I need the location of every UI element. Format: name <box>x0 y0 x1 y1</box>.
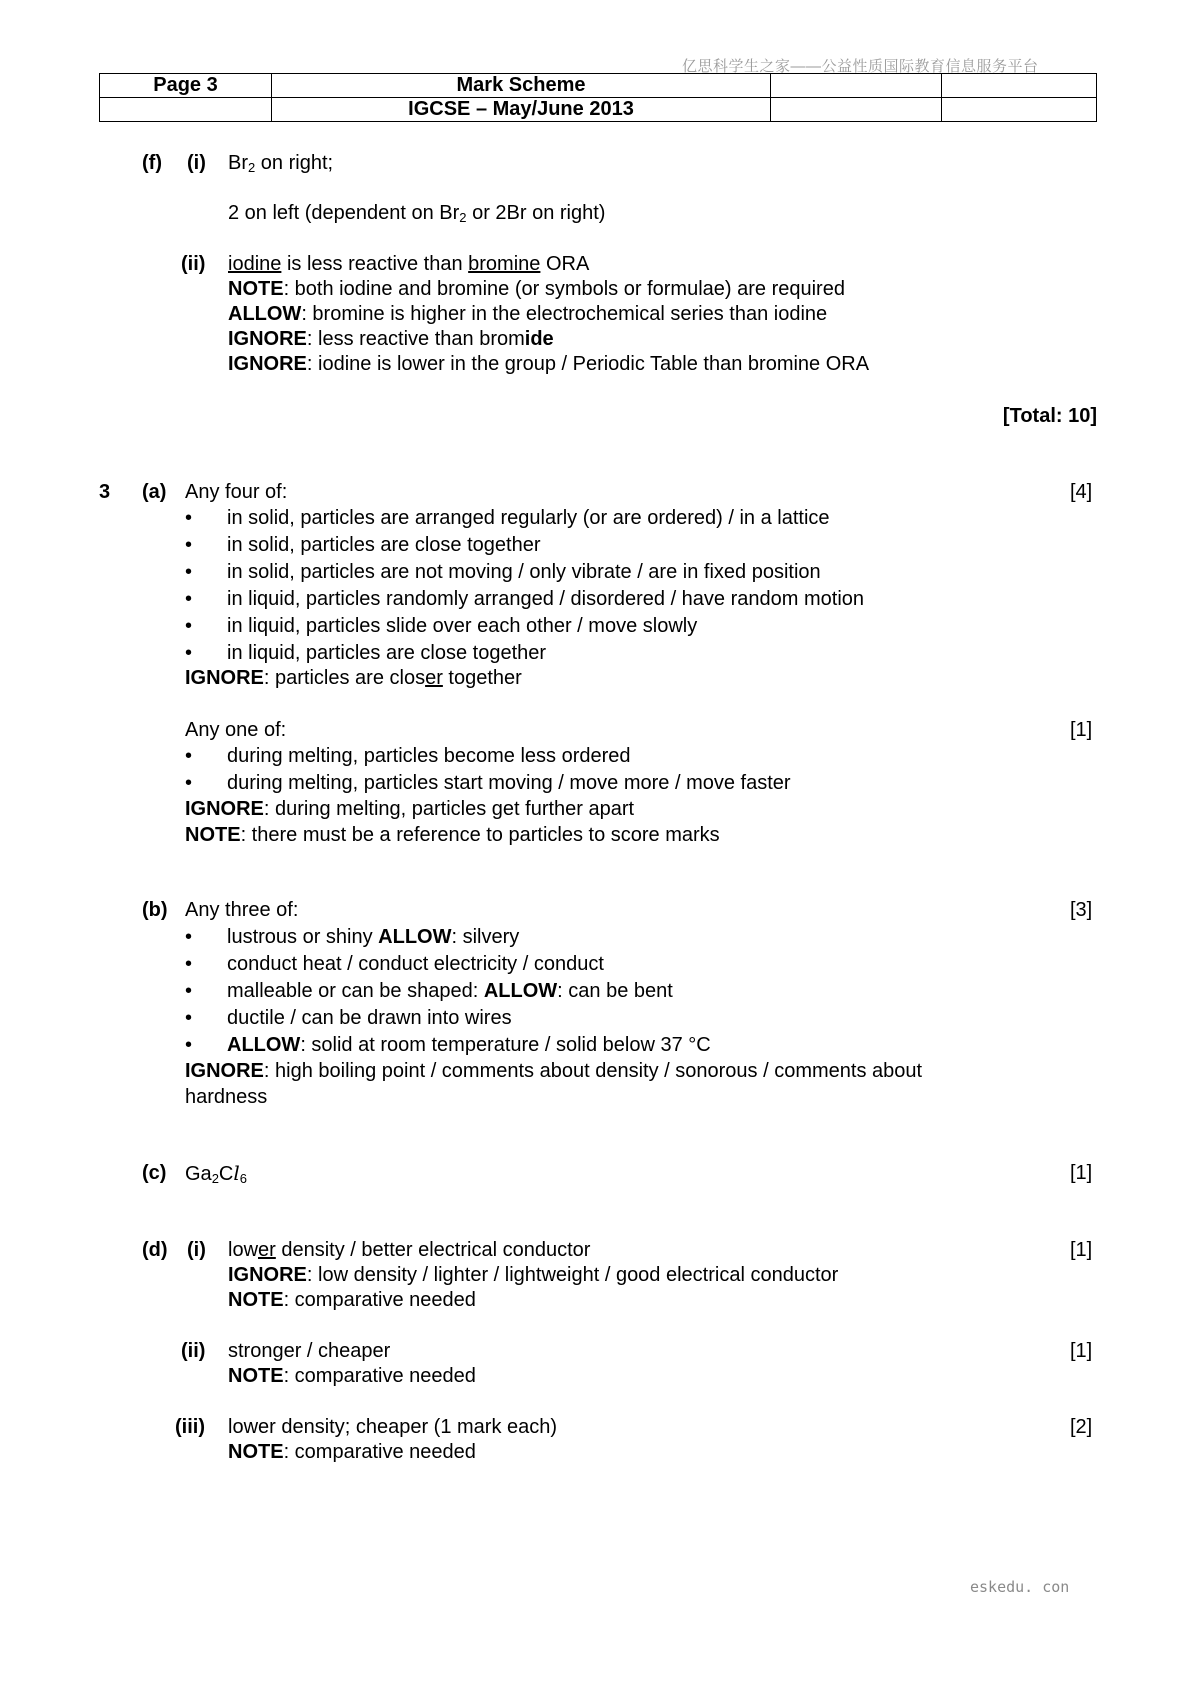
subpart-label-iii: (iii) <box>175 1416 205 1438</box>
header-exam: IGCSE – May/June 2013 <box>272 98 771 122</box>
intro-text: Any three of: <box>185 899 299 921</box>
part-label-b: (b) <box>142 899 168 921</box>
mark-allocation: [4] <box>1070 481 1093 503</box>
note-line: NOTE: both iodine and bromine (or symbols or formulae) are required <box>228 278 845 300</box>
footer-watermark: eskedu. con <box>970 1578 1070 1596</box>
header-title: Mark Scheme <box>272 74 771 98</box>
list-item: • lustrous or shiny ALLOW: silvery <box>185 926 520 948</box>
mark-allocation: [1] <box>1070 1340 1093 1362</box>
list-item: • during melting, particles start moving / move more / move faster <box>185 772 791 794</box>
question-number: 3 <box>99 481 111 503</box>
subpart-label-i: (i) <box>187 152 206 174</box>
intro-text: Any four of: <box>185 481 288 503</box>
total-mark: [Total: 10] <box>1002 405 1097 427</box>
mark-allocation: [3] <box>1070 899 1093 921</box>
subpart-label-i: (i) <box>187 1239 206 1261</box>
part-label-a: (a) <box>142 481 167 503</box>
list-item: • in liquid, particles slide over each other / move slowly <box>185 615 698 637</box>
answer-line: iodine is less reactive than bromine ORA <box>228 253 590 275</box>
list-item: • in solid, particles are not moving / only vibrate / are in fixed position <box>185 561 821 583</box>
list-item: • conduct heat / conduct electricity / conduct <box>185 953 604 975</box>
list-item: • in solid, particles are arranged regularly (or are ordered) / in a lattice <box>185 507 830 529</box>
list-item: • in liquid, particles randomly arranged / disordered / have random motion <box>185 588 865 610</box>
answer-line: lower density; cheaper (1 mark each) <box>228 1416 558 1438</box>
header-cell-empty <box>100 98 272 122</box>
mark-allocation: [1] <box>1070 1239 1093 1261</box>
answer-line: 2 on left (dependent on $Br_2$ or 2Br on right) <box>228 202 606 225</box>
note-line: NOTE: comparative needed <box>228 1365 476 1387</box>
allow-line: ALLOW: bromine is higher in the electrochemical series than iodine <box>228 303 828 325</box>
mark-allocation: [1] <box>1070 1162 1093 1184</box>
header-page: Page 3 <box>100 74 272 98</box>
ignore-line-continued: hardness <box>185 1086 268 1108</box>
list-item: • ductile / can be drawn into wires <box>185 1007 512 1029</box>
list-item: • in solid, particles are close together <box>185 534 541 556</box>
header-table <box>99 73 1097 122</box>
answer-line: stronger / cheaper <box>228 1340 391 1362</box>
note-line: NOTE: there must be a reference to particles to score marks <box>185 824 720 846</box>
intro-text: Any one of: <box>185 719 287 741</box>
list-item: • malleable or can be shaped: ALLOW: can be bent <box>185 980 673 1002</box>
list-item: • in liquid, particles are close together <box>185 642 547 664</box>
ignore-line: IGNORE: iodine is lower in the group / Periodic Table than bromine ORA <box>228 353 870 375</box>
note-line: NOTE: comparative needed <box>228 1441 476 1463</box>
subpart-label-ii: (ii) <box>181 1340 206 1362</box>
watermark-text: 亿思科学生之家——公益性质国际教育信息服务平台 <box>682 58 1039 75</box>
answer-line: lower density / better electrical conductor <box>228 1239 591 1261</box>
mark-allocation: [1] <box>1070 719 1093 741</box>
ignore-line: IGNORE: particles are closer together <box>185 667 522 689</box>
ignore-line: IGNORE: low density / lighter / lightweight / good electrical conductor <box>228 1264 839 1286</box>
header-cell-empty <box>942 74 1097 98</box>
list-item: • ALLOW: solid at room temperature / solid below 37 °C <box>185 1034 711 1056</box>
header-cell-empty <box>771 98 942 122</box>
part-label-c: (c) <box>142 1162 167 1184</box>
chemical-formula: $Ga_2Cl_6$ <box>185 1161 248 1186</box>
answer-line: $Br_2$ on right; <box>228 152 334 175</box>
part-label-d: (d) <box>142 1239 168 1261</box>
header-cell-empty <box>771 74 942 98</box>
mark-allocation: [2] <box>1070 1416 1093 1438</box>
ignore-line: IGNORE: during melting, particles get further apart <box>185 798 635 820</box>
header-cell-empty <box>942 98 1097 122</box>
ignore-line: IGNORE: high boiling point / comments about density / sonorous / comments about <box>185 1060 923 1082</box>
subpart-label-ii: (ii) <box>181 253 206 275</box>
part-label-f: (f) <box>142 152 162 174</box>
ignore-line: IGNORE: less reactive than bromide <box>228 328 554 350</box>
list-item: • during melting, particles become less ordered <box>185 745 631 767</box>
note-line: NOTE: comparative needed <box>228 1289 476 1311</box>
